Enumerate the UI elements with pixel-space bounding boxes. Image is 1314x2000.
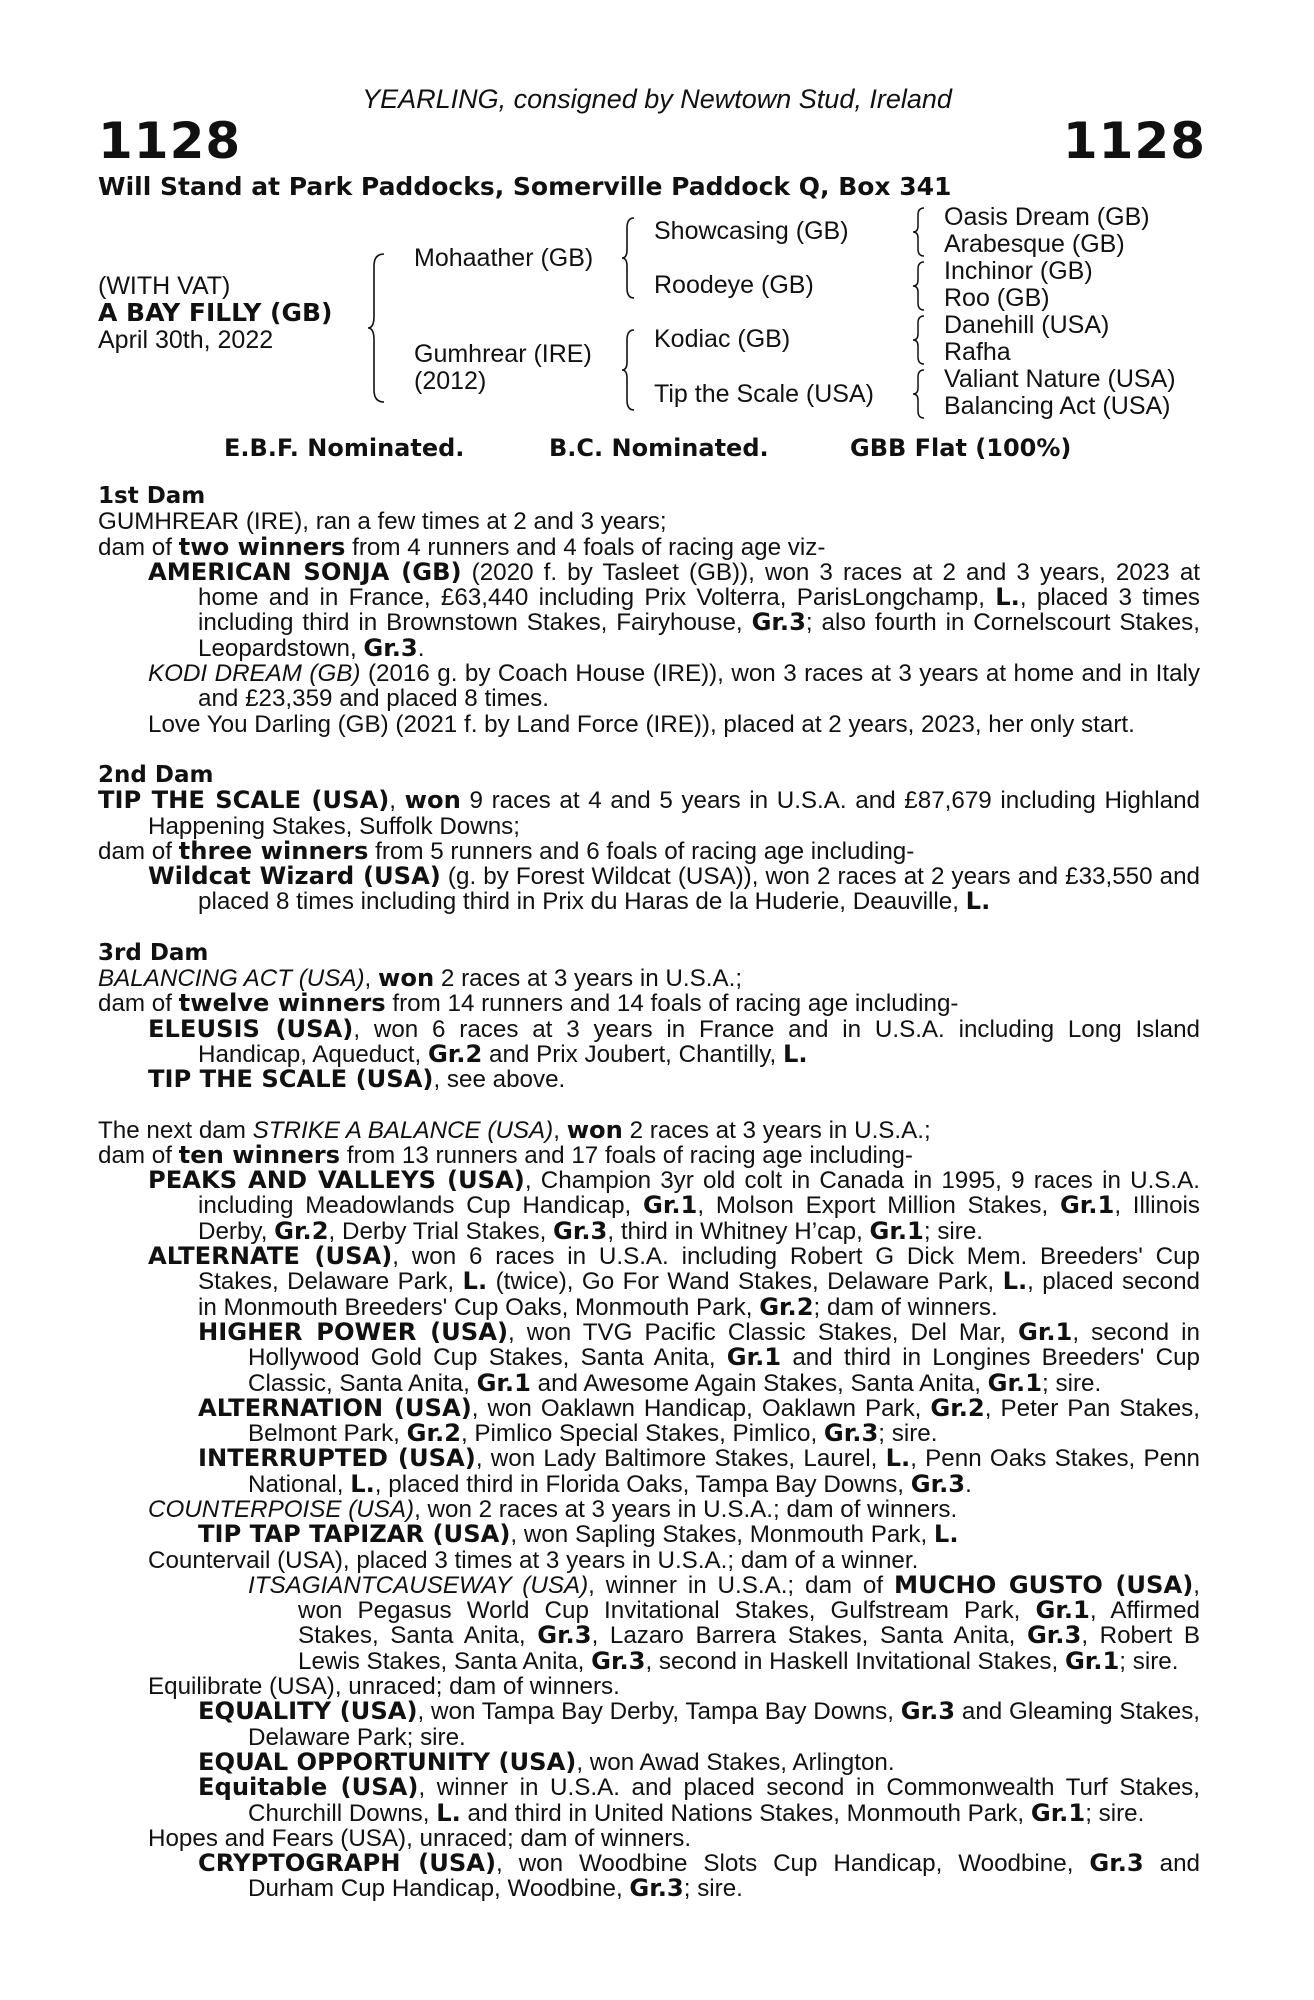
- text-run: , won 6 races in U.S.A. including Robert G Dick Mem. Breeders' Cup Stakes, Delaware Park,: [198, 1243, 1201, 1296]
- text-run: TIP THE SCALE (USA): [98, 786, 390, 815]
- catalogue-paragraph: [98, 557, 1200, 662]
- catalogue-paragraph: [98, 788, 1200, 839]
- text-run: , Lazaro Barrera Stakes, Santa Anita,: [591, 1622, 1027, 1650]
- text-run: Gr.1: [476, 1368, 531, 1397]
- catalogue-body: [98, 483, 1200, 1902]
- catalogue-paragraph: [98, 1014, 1200, 1068]
- brace-icon: [622, 216, 638, 300]
- text-run: two winners: [178, 532, 346, 561]
- dam-dam-dam: Balancing Act (USA): [944, 392, 1171, 420]
- catalogue-paragraph: [98, 940, 1200, 966]
- catalogue-paragraph: [98, 1570, 1200, 1675]
- catalogue-paragraph: [98, 532, 1200, 561]
- text-run: KODI DREAM (GB): [148, 660, 361, 688]
- text-run: Hopes and Fears (USA), unraced; dam of winners.: [148, 1824, 692, 1852]
- catalogue-paragraph: [98, 836, 1200, 865]
- gbb-flat: GBB Flat (100%): [850, 434, 1072, 462]
- text-run: ,: [389, 787, 405, 815]
- text-run: ITSAGIANTCAUSEWAY (USA): [248, 1571, 589, 1599]
- text-run: dam of: [98, 533, 179, 561]
- spacer: [98, 1093, 1200, 1118]
- sire-name: Mohaather (GB): [414, 244, 594, 272]
- text-run: , second in Hollywood Gold Cup Stakes, Santa Anita,: [248, 1318, 1200, 1372]
- text-run: , Champion 3yr old colt in Canada in 1995, 9 races in U.S.A. including Meadowlands Cup Handicap,: [198, 1167, 1200, 1220]
- catalogue-paragraph: [98, 1140, 1200, 1169]
- text-run: Gr.3: [900, 1697, 956, 1726]
- catalogue-paragraph: [98, 509, 1200, 534]
- text-run: Gr.3: [910, 1469, 966, 1498]
- text-run: Equitable (USA): [198, 1773, 419, 1802]
- catalogue-paragraph: [98, 991, 1200, 1016]
- spacer: [98, 915, 1200, 940]
- text-run: ALTERNATION (USA): [198, 1393, 472, 1422]
- text-run: from 14 runners and 14 foals of racing age including-: [385, 990, 959, 1018]
- catalogue-paragraph: [98, 966, 1200, 991]
- sire-dam: Roodeye (GB): [654, 271, 814, 299]
- text-run: Equilibrate (USA), unraced; dam of winners.: [148, 1673, 620, 1701]
- text-run: TIP TAP TAPIZAR (USA): [198, 1520, 511, 1549]
- text-run: won: [378, 964, 435, 993]
- text-run: ten winners: [178, 1140, 341, 1169]
- text-run: Gr.3: [629, 1874, 684, 1903]
- catalogue-paragraph: [98, 1747, 1200, 1776]
- text-run: , placed 3 times including third in Brownstown Stakes, Fairyhouse,: [198, 584, 1200, 637]
- spacer: [98, 737, 1200, 762]
- catalogue-paragraph: [98, 1548, 1200, 1573]
- text-run: , Illinois Derby,: [198, 1192, 1200, 1245]
- text-run: and Awesome Again Stakes, Santa Anita,: [530, 1369, 988, 1397]
- dam-sire-dam: Rafha: [944, 338, 1011, 366]
- text-run: Gr.2: [427, 1039, 483, 1068]
- text-run: , won TVG Pacific Classic Stakes, Del Mar,: [508, 1318, 1018, 1346]
- horse-name: A BAY FILLY (GB): [98, 298, 333, 327]
- sire-dam-dam: Roo (GB): [944, 284, 1050, 312]
- text-run: ,: [553, 1116, 567, 1144]
- text-run: Gr.2: [930, 1393, 985, 1422]
- text-run: from 4 runners and 4 foals of racing age viz-: [345, 533, 826, 561]
- text-run: Gr.1: [1017, 1317, 1073, 1346]
- brace-icon: [913, 260, 927, 312]
- text-run: COUNTERPOISE (USA): [148, 1495, 415, 1523]
- text-run: EQUALITY (USA): [198, 1697, 418, 1726]
- text-run: L.: [933, 1520, 959, 1549]
- text-run: Gr.3: [751, 608, 806, 637]
- text-run: 9 races at 4 and 5 years in U.S.A. and £87,679 including Highland Happening Stakes, Suffolk Downs;: [148, 787, 1200, 840]
- catalogue-paragraph: [98, 1446, 1200, 1497]
- text-run: (2016 g. by Coach House (IRE)), won 3 races at 3 years at home and in Italy and £23,359 and placed 8 times.: [198, 660, 1200, 713]
- text-run: CRYPTOGRAPH (USA): [198, 1849, 497, 1878]
- brace-icon: [622, 328, 638, 412]
- text-run: BALANCING ACT (USA): [98, 965, 365, 993]
- text-run: , winner in U.S.A. and placed second in Commonwealth Turf Stakes, Churchill Downs,: [248, 1774, 1200, 1827]
- foaling-date: April 30th, 2022: [98, 326, 274, 354]
- sire-dam-sire: Inchinor (GB): [944, 257, 1093, 285]
- text-run: Love You Darling (GB) (2021 f. by Land Force (IRE)), placed at 2 years, 2023, her only start.: [148, 710, 1135, 738]
- text-run: PEAKS AND VALLEYS (USA): [148, 1166, 525, 1195]
- text-run: GUMHREAR (IRE), ran a few times at 2 and 3 years;: [98, 508, 667, 536]
- catalogue-paragraph: [98, 712, 1200, 737]
- text-run: Gr.2: [406, 1419, 461, 1448]
- text-run: , placed third in Florida Oaks, Tampa Bay Downs,: [374, 1470, 911, 1498]
- text-run: from 13 runners and 17 foals of racing age including-: [340, 1141, 913, 1169]
- text-run: TIP THE SCALE (USA): [148, 1065, 434, 1094]
- text-run: won: [566, 1115, 623, 1144]
- text-run: and Prix Joubert, Chantilly,: [482, 1040, 784, 1068]
- text-run: , won Sapling Stakes, Monmouth Park,: [510, 1521, 934, 1549]
- text-run: .: [965, 1470, 972, 1498]
- text-run: Gr.1: [869, 1216, 924, 1245]
- text-run: , won Awad Stakes, Arlington.: [576, 1748, 895, 1776]
- text-run: , third in Whitney H’cap,: [607, 1217, 870, 1245]
- text-run: L.: [350, 1469, 375, 1498]
- dam-year: (2012): [414, 367, 487, 395]
- text-run: , Molson Export Million Stakes,: [697, 1192, 1060, 1220]
- text-run: , won Woodbine Slots Cup Handicap, Woodbine,: [496, 1850, 1090, 1878]
- bc-nomination: B.C. Nominated.: [549, 434, 769, 462]
- text-run: The next dam: [98, 1116, 253, 1144]
- text-run: ELEUSIS (USA): [148, 1014, 354, 1043]
- dam-dam: Tip the Scale (USA): [654, 380, 874, 408]
- text-run: Gr.3: [1026, 1621, 1082, 1650]
- catalogue-paragraph: [98, 483, 1200, 509]
- catalogue-paragraph: [98, 1067, 1200, 1092]
- text-run: twelve winners: [178, 989, 386, 1018]
- lot-number-right: 1128: [1062, 112, 1206, 170]
- vat-note: (WITH VAT): [98, 272, 231, 300]
- sire-sire: Showcasing (GB): [654, 217, 849, 245]
- catalogue-paragraph: [98, 1699, 1200, 1750]
- text-run: , won 2 races at 3 years in U.S.A.; dam of winners.: [414, 1495, 958, 1523]
- text-run: , placed second in Monmouth Breeders' Cup Oaks, Monmouth Park,: [198, 1268, 1200, 1321]
- text-run: L.: [885, 1444, 911, 1473]
- catalogue-paragraph: [98, 1393, 1200, 1448]
- text-run: 1st Dam: [98, 483, 206, 509]
- text-run: , won 6 races at 3 years in France and in U.S.A. including Long Island Handicap, Aqueduct,: [198, 1015, 1200, 1068]
- text-run: , Penn Oaks Stakes, Penn National,: [248, 1445, 1200, 1498]
- catalogue-paragraph: [98, 1168, 1200, 1244]
- text-run: L.: [965, 887, 991, 916]
- text-run: , won Lady Baltimore Stakes, Laurel,: [475, 1445, 886, 1473]
- text-run: Gr.1: [643, 1191, 698, 1220]
- text-run: ; dam of winners.: [813, 1293, 998, 1321]
- text-run: and Gleaming Stakes, Delaware Park; sire.: [248, 1698, 1201, 1751]
- text-run: and third in Longines Breeders' Cup Classic, Santa Anita,: [248, 1344, 1200, 1397]
- text-run: 2 races at 3 years in U.S.A.;: [622, 1116, 931, 1144]
- text-run: dam of: [98, 837, 179, 865]
- text-run: Countervail (USA), placed 3 times at 3 years in U.S.A.; dam of a winner.: [148, 1546, 919, 1574]
- text-run: Gr.2: [274, 1216, 329, 1245]
- consignor-line: YEARLING, consigned by Newtown Stud, Ireland: [362, 84, 952, 114]
- text-run: , second in Haskell Invitational Stakes,: [645, 1647, 1065, 1675]
- lot-number-left: 1128: [98, 112, 242, 170]
- text-run: and Durham Cup Handicap, Woodbine,: [248, 1850, 1200, 1903]
- text-run: ; sire.: [878, 1420, 938, 1448]
- text-run: .: [417, 634, 425, 662]
- catalogue-paragraph: [98, 762, 1200, 788]
- text-run: ; sire.: [1085, 1799, 1145, 1827]
- text-run: , see above.: [433, 1066, 566, 1094]
- text-run: Gr.1: [1064, 1646, 1120, 1675]
- text-run: from 5 runners and 6 foals of racing age including-: [368, 837, 915, 865]
- ebf-nomination: E.B.F. Nominated.: [224, 434, 465, 462]
- text-run: Gr.3: [591, 1646, 646, 1675]
- text-run: 2nd Dam: [98, 761, 214, 788]
- text-run: Gr.3: [363, 633, 418, 662]
- brace-icon: [913, 206, 927, 258]
- text-run: MUCHO GUSTO (USA): [893, 1570, 1194, 1599]
- text-run: L.: [995, 583, 1020, 612]
- text-run: ; sire.: [683, 1875, 743, 1903]
- text-run: , Robert B Lewis Stakes, Santa Anita,: [298, 1622, 1200, 1675]
- text-run: ALTERNATE (USA): [148, 1242, 393, 1271]
- text-run: HIGHER POWER (USA): [198, 1317, 508, 1346]
- catalogue-paragraph: [98, 1115, 1200, 1144]
- text-run: Gr.1: [987, 1368, 1043, 1397]
- text-run: dam of: [98, 1141, 179, 1169]
- brace-icon: [368, 252, 388, 404]
- catalogue-paragraph: [98, 661, 1200, 712]
- text-run: (2020 f. by Tasleet (GB)), won 3 races at 2 and 3 years, 2023 at home and in France, £63,440 including Prix Volterra, ParisLongchamp,: [198, 558, 1200, 612]
- text-run: ; sire.: [1119, 1647, 1179, 1675]
- text-run: 3rd Dam: [98, 939, 209, 966]
- catalogue-paragraph: [98, 864, 1200, 915]
- text-run: L.: [462, 1267, 488, 1296]
- text-run: , won Oaklawn Handicap, Oaklawn Park,: [471, 1394, 931, 1422]
- dam-sire-sire: Danehill (USA): [944, 311, 1110, 339]
- catalogue-paragraph: [98, 1317, 1200, 1397]
- text-run: Gr.1: [1035, 1596, 1090, 1625]
- text-run: , Derby Trial Stakes,: [328, 1217, 554, 1245]
- brace-icon: [913, 368, 927, 420]
- catalogue-paragraph: [98, 1851, 1200, 1902]
- text-run: , Affirmed Stakes, Santa Anita,: [298, 1597, 1200, 1650]
- stand-location: Will Stand at Park Paddocks, Somerville Paddock Q, Box 341: [98, 172, 952, 201]
- catalogue-paragraph: [98, 1497, 1200, 1522]
- text-run: Gr.3: [553, 1216, 608, 1245]
- text-run: AMERICAN SONJA (GB): [148, 557, 462, 586]
- text-run: Gr.1: [1030, 1798, 1086, 1827]
- catalogue-paragraph: [98, 1522, 1200, 1547]
- text-run: Gr.1: [1059, 1191, 1115, 1220]
- text-run: L.: [436, 1798, 461, 1827]
- dam-dam-sire: Valiant Nature (USA): [944, 365, 1176, 393]
- text-run: ; sire.: [1042, 1369, 1102, 1397]
- text-run: won: [404, 786, 461, 815]
- dam-name: Gumhrear (IRE): [414, 340, 592, 368]
- text-run: , Peter Pan Stakes, Belmont Park,: [248, 1394, 1200, 1448]
- text-run: , won Pegasus World Cup Invitational Stakes, Gulfstream Park,: [298, 1571, 1200, 1625]
- text-run: INTERRUPTED (USA): [198, 1444, 476, 1473]
- catalogue-paragraph: [98, 1674, 1200, 1699]
- brace-icon: [913, 314, 927, 366]
- text-run: Gr.3: [823, 1419, 879, 1448]
- text-run: Gr.3: [537, 1621, 592, 1650]
- text-run: Gr.2: [759, 1292, 814, 1321]
- text-run: STRIKE A BALANCE (USA): [252, 1116, 554, 1144]
- catalogue-paragraph: [98, 1775, 1200, 1826]
- catalogue-paragraph: [98, 1826, 1200, 1851]
- text-run: , Pimlico Special Stakes, Pimlico,: [460, 1420, 824, 1448]
- text-run: (g. by Forest Wildcat (USA)), won 2 races at 2 years and £33,550 and placed 8 times including third in Prix du Haras de la Huderie, Deauville,: [198, 863, 1201, 916]
- catalogue-paragraph: [98, 1244, 1200, 1320]
- text-run: Gr.3: [1089, 1849, 1144, 1878]
- sire-sire-sire: Oasis Dream (GB): [944, 203, 1150, 231]
- sire-sire-dam: Arabesque (GB): [944, 230, 1125, 258]
- text-run: dam of: [98, 990, 179, 1018]
- text-run: , winner in U.S.A.; dam of: [588, 1571, 894, 1599]
- dam-sire: Kodiac (GB): [654, 325, 791, 353]
- text-run: , won Tampa Bay Derby, Tampa Bay Downs,: [417, 1698, 901, 1726]
- text-run: (twice), Go For Wand Stakes, Delaware Park,: [487, 1268, 1003, 1296]
- text-run: ,: [364, 965, 378, 993]
- text-run: L.: [783, 1039, 808, 1068]
- text-run: ; sire.: [923, 1217, 984, 1245]
- text-run: L.: [1002, 1267, 1028, 1296]
- text-run: ; also fourth in Cornelscourt Stakes, Leopardstown,: [198, 609, 1200, 662]
- text-run: 2 races at 3 years in U.S.A.;: [434, 965, 743, 993]
- text-run: Wildcat Wizard (USA): [148, 862, 441, 891]
- text-run: Gr.1: [726, 1343, 782, 1372]
- text-run: and third in United Nations Stakes, Monmouth Park,: [460, 1799, 1031, 1827]
- text-run: EQUAL OPPORTUNITY (USA): [198, 1747, 577, 1776]
- text-run: three winners: [178, 836, 369, 865]
